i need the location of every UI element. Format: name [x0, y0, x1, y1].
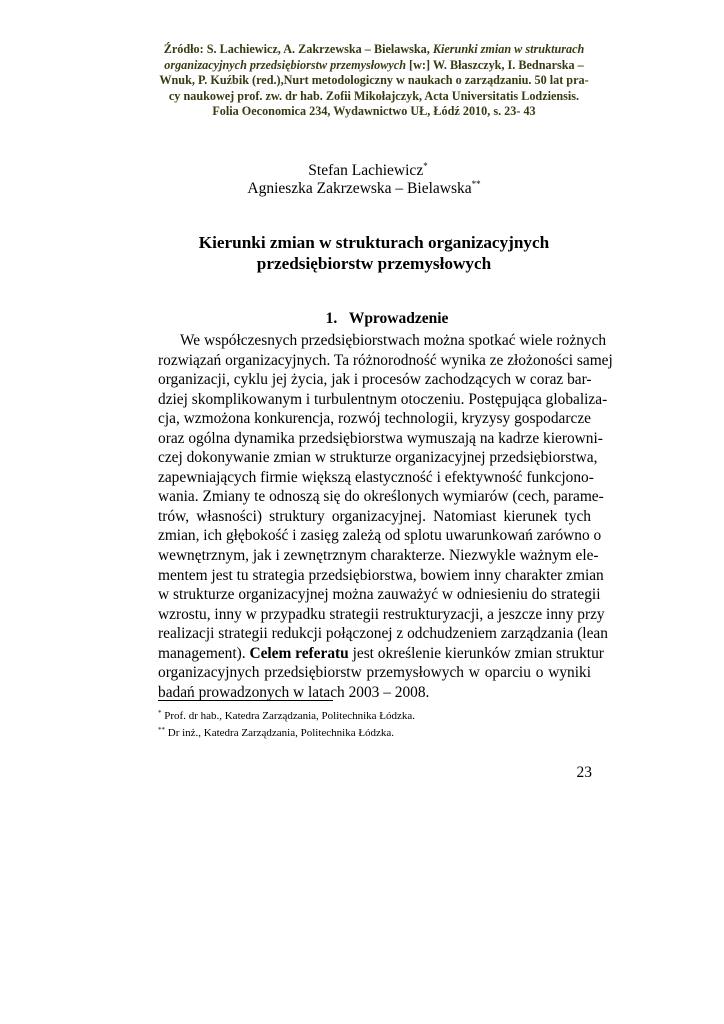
body-line: zmian, ich głębokość i zasięg zależą od splotu uwarunkowań zarówno o: [158, 527, 602, 545]
author-footnote-mark[interactable]: **: [471, 179, 481, 189]
footnotes: [158, 708, 591, 742]
footnote-mark: **: [158, 726, 165, 734]
section-title: Wprowadzenie: [348, 310, 449, 327]
body-line: organizacyjnych przedsiębiorstw przemysłowych w oparciu o wyniki: [158, 664, 591, 682]
body-text-run: management).: [158, 644, 250, 662]
body-line: zapewniających firmie większą elastyczność i efektywność funkcjono-: [158, 468, 594, 486]
title-line: przedsiębiorstw przemysłowych: [256, 253, 492, 273]
body-line: w strukturze organizacyjnej można zauważyć w odniesieniu do strategii: [158, 586, 601, 604]
body-line: We współczesnych przedsiębiorstwach można spotkać wiele rożnych: [180, 332, 607, 349]
source-title-italic: organizacyjnych przedsiębiorstw przemysłowych: [164, 57, 406, 72]
body-line: [158, 644, 604, 664]
body-line: organizacji, cyklu jej życia, jak i procesów zachodzących w coraz bar-: [158, 371, 592, 389]
body-text-run: jest określenie kierunków zmian struktur: [348, 644, 604, 662]
source-citation: [150, 42, 598, 120]
page-number: 23: [576, 764, 592, 781]
body-line: czej dokonywanie zmian w strukturze organizacyjnej przedsiębiorstwa,: [158, 449, 598, 467]
source-text: [w:] W. Błaszczyk, I. Bednarska –: [405, 57, 584, 72]
source-line: [150, 73, 598, 89]
paper-title: [150, 233, 598, 274]
body-line: mentem jest tu strategia przedsiębiorstwa, bowiem inny charakter zmian: [158, 566, 604, 584]
footnote-mark: *: [158, 709, 162, 717]
source-text: Źródło: S. Lachiewicz, A. Zakrzewska – Bielawska,: [163, 42, 433, 56]
body-line: trów, własności) struktury organizacyjnej. Natomiast kierunek tych: [158, 507, 591, 525]
author-footnote-mark[interactable]: *: [423, 161, 428, 171]
body-line: rozwiązań organizacyjnych. Ta różnorodność wynika ze złożoności samej: [158, 351, 613, 369]
source-text: cy naukowej prof. zw. dr hab. Zofii Mikołajczyk, Acta Universitatis Lodziensis.: [168, 88, 580, 103]
source-text: Folia Oeconomica 234, Wydawnictwo UŁ, Łódź 2010, s. 23- 43: [212, 104, 536, 119]
title-line: Kierunki zmian w strukturach organizacyjnych: [198, 233, 550, 252]
body-line: oraz ogólna dynamika przedsiębiorstwa wymuszają na kadrze kierowni-: [158, 429, 603, 447]
author-name: Stefan Lachiewicz: [308, 162, 424, 179]
footnote-text: Prof. dr hab., Katedra Zarządzania, Politechnika Łódzka.: [161, 710, 416, 722]
emphasis-purpose: Celem referatu: [249, 644, 349, 662]
author: [0, 162, 724, 180]
body-line: cja, wzmożona konkurencja, rozwój technologii, kryzysy gospodarcze: [158, 410, 591, 428]
source-text: Wnuk, P. Kuźbik (red.),Nurt metodologiczny w naukach o zarządzaniu. 50 lat pra-: [159, 73, 589, 88]
body-line: realizacji strategii redukcji połączonej z odchudzeniem zarządzania (lean: [158, 625, 608, 643]
body-line: badań prowadzonych w latach 2003 – 2008.: [158, 683, 430, 701]
body-line: dziej skomplikowanym i turbulentnym otoczeniu. Postępująca globaliza-: [158, 390, 608, 408]
author: [0, 180, 724, 198]
footnote: [158, 708, 591, 725]
body-line: wewnętrznym, jak i zewnętrznym charakterze. Niezwykle ważnym ele-: [158, 547, 599, 565]
body-line: wania. Zmiany te odnoszą się do określonych wymiarów (cech, parame-: [158, 488, 604, 506]
source-line: [150, 58, 598, 74]
body-line: wzrostu, inny w przypadku strategii restrukturyzacji, a jeszcze inny przy: [158, 605, 605, 623]
footnote-separator: [158, 700, 333, 701]
footnote-text: Dr inż., Katedra Zarządzania, Politechnika Łódzka.: [165, 727, 395, 739]
source-line: [150, 89, 598, 105]
author-list: [0, 162, 724, 198]
section-number: 1.: [325, 310, 338, 327]
body-paragraph: [158, 331, 613, 702]
source-line: [150, 104, 598, 120]
footnote: [158, 725, 591, 742]
section-heading: [150, 309, 624, 329]
source-line: [150, 42, 598, 58]
author-name: Agnieszka Zakrzewska – Bielawska: [247, 180, 472, 197]
source-title-italic: Kierunki zmian w strukturach: [432, 42, 585, 56]
